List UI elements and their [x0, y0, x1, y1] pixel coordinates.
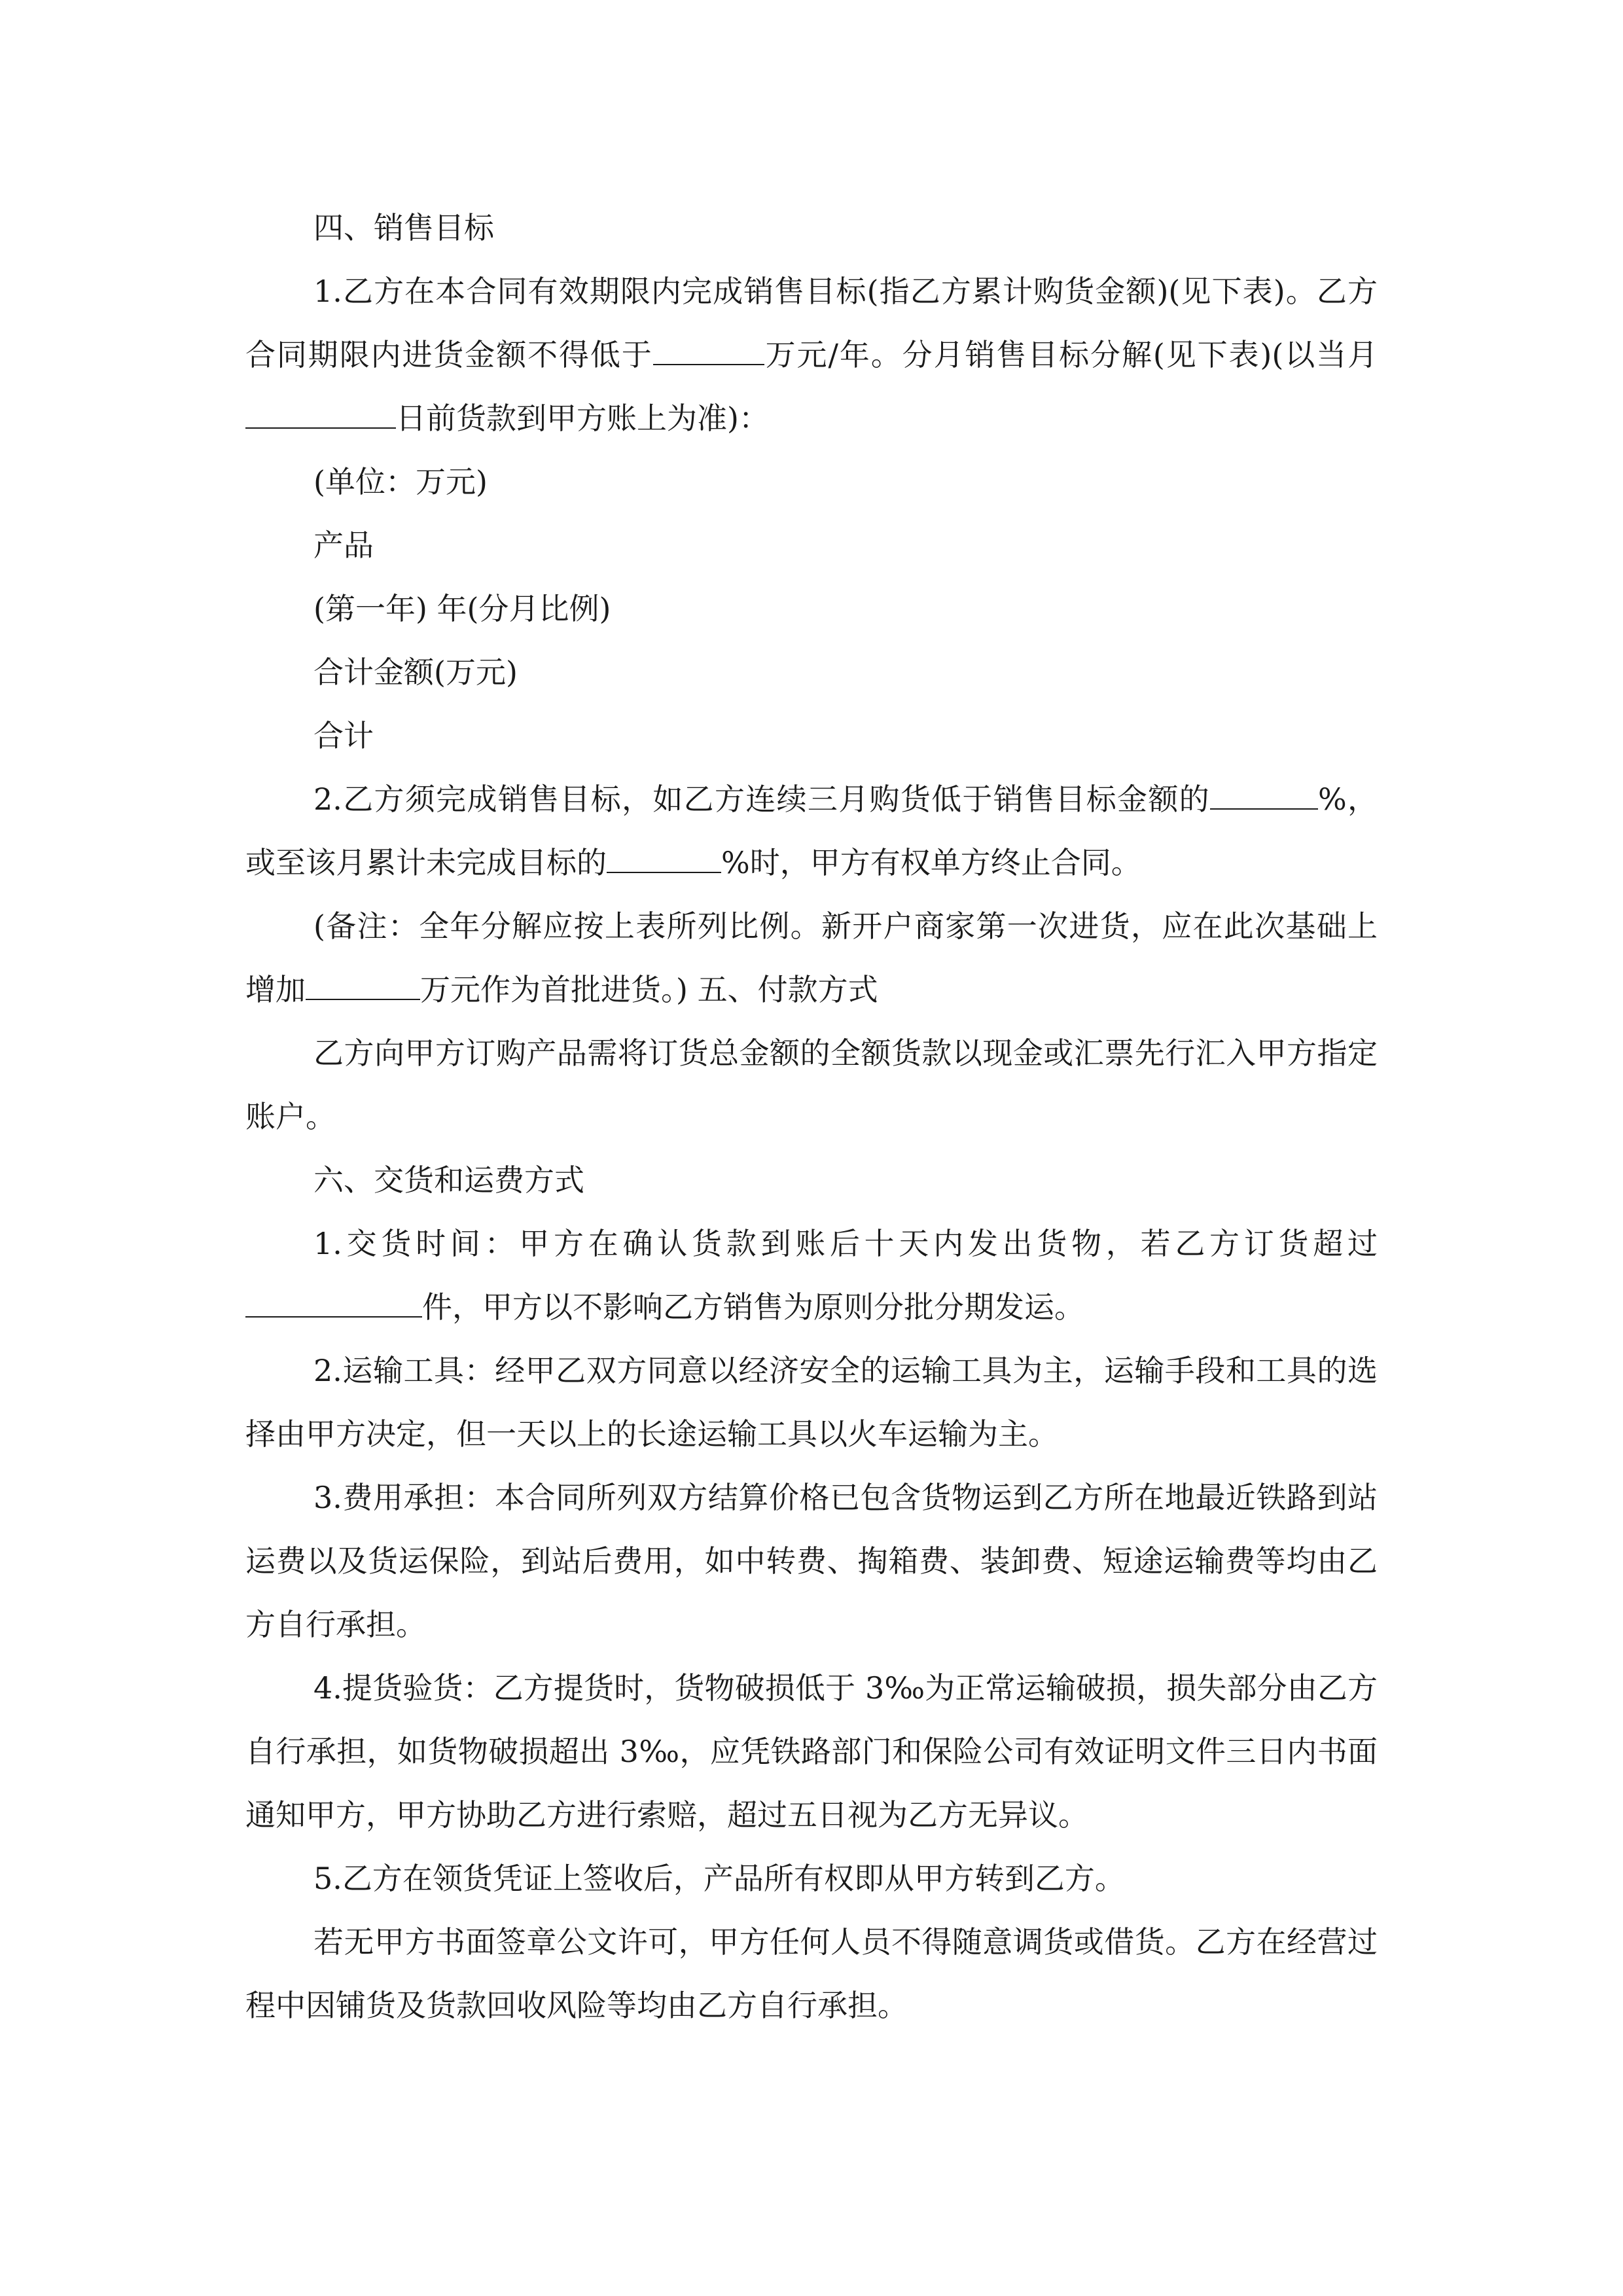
clause-6-1-text-b: 件，甲方以不影响乙方销售为原则分批分期发运。: [422, 1289, 1084, 1325]
clause-6-4: 4.提货验货：乙方提货时，货物破损低于 3‰为正常运输破损，损失部分由乙方自行承担，如货物破损超出 3‰，应凭铁路部门和保险公司有效证明文件三日内书面通知甲方，甲方协助乙方进行索赔，超过五日视为乙方无异议。: [245, 1670, 1378, 1833]
clause-4-2-text-b: %，或至该月累计未完成目标的: [245, 781, 1378, 880]
clause-6-3: 3.费用承担：本合同所列双方结算价格已包含货物运到乙方所在地最近铁路到站运费以及货运保险，到站后费用，如中转费、掏箱费、装卸费、短途运输费等均由乙方自行承担。: [245, 1480, 1378, 1642]
blank-amount-per-year[interactable]: [653, 338, 764, 365]
clause-4-2-text-a: 2.乙方须完成销售目标，如乙方连续三月购货低于销售目标金额的: [313, 781, 1210, 817]
blank-order-quantity[interactable]: [245, 1290, 422, 1318]
table-total-label: 合计: [313, 718, 374, 753]
table-product-label: 产品: [313, 528, 374, 563]
blank-percent-monthly[interactable]: [1210, 782, 1318, 810]
remark-paragraph: [245, 895, 1378, 1022]
remark-text-b: 万元作为首批进货。) 五、付款方式: [420, 972, 878, 1007]
clause-6-1: [245, 1212, 1378, 1339]
clause-4-1: [245, 260, 1378, 450]
clause-4-2: [245, 768, 1378, 895]
clause-4-1-text-c: 日前货款到甲方账上为准)：: [396, 401, 769, 436]
clause-4-1-text-b: 万元/年。分月销售目标分解(见下表)(以当月: [764, 337, 1378, 372]
table-year-label: (第一年) 年(分月比例): [313, 591, 611, 626]
clause-6-2: 2.运输工具：经甲乙双方同意以经济安全的运输工具为主，运输手段和工具的选择由甲方决定，但一天以上的长途运输工具以火车运输为主。: [245, 1353, 1378, 1452]
clause-4-2-text-c: %时，甲方有权单方终止合同。: [721, 845, 1141, 880]
document-body: [245, 196, 1378, 2037]
table-total-amount-label: 合计金额(万元): [313, 655, 518, 690]
clause-6-6: 若无甲方书面签章公文许可，甲方任何人员不得随意调货或借货。乙方在经营过程中因铺货及货款回收风险等均由乙方自行承担。: [245, 1924, 1378, 2023]
blank-payment-day[interactable]: [245, 401, 396, 429]
clause-4-1-text-a: 1.乙方在本合同有效期限内完成销售目标(指乙方累计购货金额)(见下表)。乙方合同期限内进货金额不得低于: [245, 274, 1378, 372]
blank-percent-cumulative[interactable]: [607, 846, 721, 873]
remark-text-a: (备注：全年分解应按上表所列比例。新开户商家第一次进货，应在此次基础上增加: [245, 908, 1378, 1007]
section-5-body: 乙方向甲方订购产品需将订货总金额的全额货款以现金或汇票先行汇入甲方指定账户。: [245, 1035, 1378, 1134]
section-4-heading: 四、销售目标: [313, 210, 494, 245]
clause-6-5: 5.乙方在领货凭证上签收后，产品所有权即从甲方转到乙方。: [313, 1861, 1125, 1896]
blank-first-order-amount[interactable]: [306, 973, 420, 1000]
unit-note: (单位：万元): [313, 464, 488, 499]
clause-6-1-text-a: 1.交货时间：甲方在确认货款到账后十天内发出货物，若乙方订货超过: [313, 1226, 1378, 1261]
section-6-heading: 六、交货和运费方式: [313, 1162, 584, 1198]
